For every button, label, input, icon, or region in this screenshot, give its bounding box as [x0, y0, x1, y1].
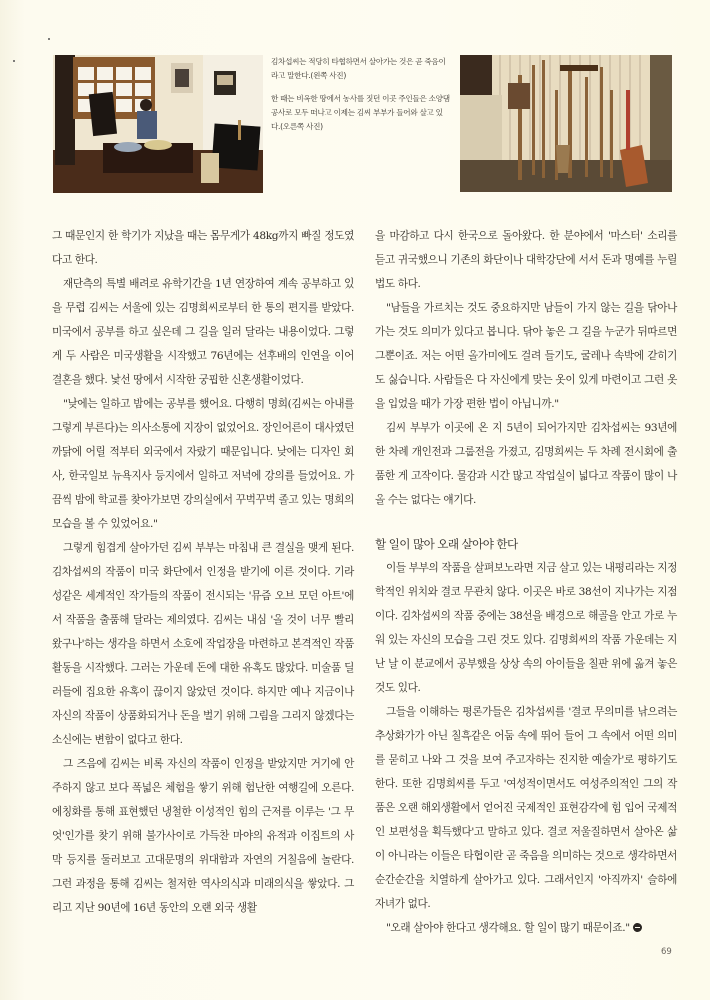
paragraph: "낮에는 일하고 밤에는 공부를 했어요. 다행히 명희(김씨는 아내를 그렇게 부른다)는 의사소통에 지장이 없었어요. 장인어른이 대사였던 까닭에 어릴 적부터 외국에서 자랐기 때문입니다. 낮에는 디자인 회사, 한국일보 뉴욕지사 등지에서 일하고 저녁에 강의를 들었어요. 가끔씩 밤에 학교를 찾아가보면 강의실에서 꾸벅꾸벅 졸고 있는 명희의 모습을 볼 수 있었어요."	[52, 398, 354, 530]
paragraph: 이들 부부의 작품을 살펴보노라면 지금 살고 있는 내평리라는 지정학적인 위치와 결코 무관치 않다. 이곳은 바로 38선이 지나가는 지점이다. 김차섭씨의 작품 중에는 38선을 배경으로 해골을 안고 가로 누워 있는 자신의 모습을 그린 것도 있다. 김명희씨의 작품 가운데는 지난 날 이 분교에서 공부했을 상상 속의 아이들을 칠판 위에 옮겨 놓은 것도 있다.	[375, 562, 677, 694]
page-number: 69	[661, 947, 672, 957]
paragraph: 재단측의 특별 배려로 유학기간을 1년 연장하여 계속 공부하고 있을 무렵 김씨는 서울에 있는 김명희씨로부터 한 통의 편지를 받았다. 미국에서 공부를 하고 싶은데 그 길을 일러 달라는 내용이었다. 그렇게 두 사람은 미국생활을 시작했고 76년에는 선후배의 인연을 이어 결혼을 했다. 낯선 땅에서 시작한 궁핍한 신혼생활이었다.	[52, 278, 354, 386]
article-column-right	[375, 224, 677, 940]
caption-right-photo: 한 때는 비옥한 땅에서 농사를 짓던 이곳 주인들은 소양댐 공사로 모두 떠나고 이제는 김씨 부부가 들어와 살고 있다.(오른쪽 사진)	[271, 94, 450, 131]
paragraph: 그 즈음에 김씨는 비록 자신의 작품이 인정을 받았지만 거기에 안주하지 않고 보다 폭넓은 체험을 쌓기 위해 험난한 여행길에 오른다. 에칭화를 통해 표현했던 냉철한 이성적인 힘의 근저를 이루는 '그 무엇'인가를 찾기 위해 불가사이로 가득찬 마야의 유적과 이집트의 사막 등지를 둘러보고 고대문명의 위대함과 자연의 거칠음에 놀란다. 그런 과정을 통해 김씨는 철저한 역사의식과 미래의식을 쌓았다. 그리고 지난 90년에 16년 동안의 오랜 외국 생활	[52, 758, 354, 914]
article-end-icon	[633, 923, 642, 932]
paragraph: 그 때문인지 한 학기가 지났을 때는 몸무게가 48kg까지 빠질 정도였다고 한다.	[52, 230, 354, 266]
photo-caption	[271, 55, 451, 143]
paragraph: 그렇게 힘겹게 살아가던 김씨 부부는 마침내 큰 결실을 맺게 된다. 김차섭씨의 작품이 미국 화단에서 인정을 받기에 이른 것이다. 기라성같은 세계적인 작가들의 작품이 전시되는 '뮤즘 오브 모던 아트'에서 작품을 출품해 달라는 제의였다. 김씨는 내심 '올 것이 너무 빨리 왔구나'하는 생각을 하면서 소호에 작업장을 마련하고 본격적인 작품활동을 시작했다. 그러는 가운데 돈에 대한 유혹도 많았다. 미술품 딜러들에 집요한 유혹이 끊이지 않았던 것이다. 하지만 예나 지금이나 자신의 작품이 상품화되거나 돈을 벌기 위해 그림을 그리지 않겠다는 소신에는 변함이 없다고 한다.	[52, 542, 354, 746]
studio-illustration	[53, 55, 263, 193]
closing-quote-paragraph	[375, 916, 677, 940]
paragraph: "남들을 가르치는 것도 중요하지만 남들이 가지 않는 길을 닦아나가는 것도 의미가 있다고 봅니다. 닦아 놓은 그 길을 누군가 뒤따르면 그뿐이죠. 저는 어떤 올가미에도 걸려 들기도, 굴레나 속박에 갇히기도 싫습니다. 사람들은 다 자신에게 맞는 옷이 있게 마련이고 그런 옷을 입었을 때가 가장 편한 법이 아닙니까."	[375, 302, 677, 410]
closing-quote: "오래 살아야 한다고 생각해요. 할 일이 많기 때문이죠."	[386, 922, 630, 934]
section-heading: 할 일이 많아 오래 살아야 한다	[375, 537, 518, 551]
photo-painter-studio	[53, 55, 263, 193]
paragraph: 그들을 이해하는 평론가들은 김차섭씨를 '결코 무의미를 낚으려는 추상화가가 아닌 칠흑같은 어둠 속에 뛰어 들어 그 속에서 어떤 의미를 묻히고 나와 그 것을 보여 주고자하는 진지한 예술가'로 평하기도 한다. 또한 김명희씨를 두고 '여성적이면서도 여성주의적인 그의 작품은 오랜 해외생활에서 얻어진 국제적인 표현감각에 힘 입어 국제적인 보편성을 획득했다'고 말하고 있다. 결코 저울질하면서 살아온 삶이 아니라는 이들은 타협이란 곧 죽음을 의미하는 것으로 생각하면서 순간순간을 치열하게 살아가고 있다. 그래서인지 '아직까지' 슬하에 자녀가 없다.	[375, 706, 677, 910]
article-column-left	[52, 224, 354, 920]
paragraph: 김씨 부부가 이곳에 온 지 5년이 되어가지만 김차섭씨는 93년에 한 차례 개인전과 그룹전을 가졌고, 김명희씨는 두 차례 전시회에 출품한 게 고작이다. 물감과 시간 많고 작업실이 넓다고 작품이 많이 나올 수는 없다는 얘기다.	[375, 422, 677, 506]
paragraph: 을 마감하고 다시 한국으로 돌아왔다. 한 분야에서 '마스터' 소리를 듣고 귀국했으니 기존의 화단이나 대학강단에 서서 돈과 명예를 누릴 법도 하다.	[375, 230, 677, 290]
scan-speck	[48, 38, 50, 40]
scan-speck	[13, 60, 15, 62]
photo-farm-tools	[460, 55, 672, 192]
caption-left-photo: 김차섭씨는 적당히 타협하면서 살아가는 것은 곧 죽음이라고 말한다.(왼쪽 사진)	[271, 57, 446, 80]
tools-illustration	[460, 55, 672, 192]
